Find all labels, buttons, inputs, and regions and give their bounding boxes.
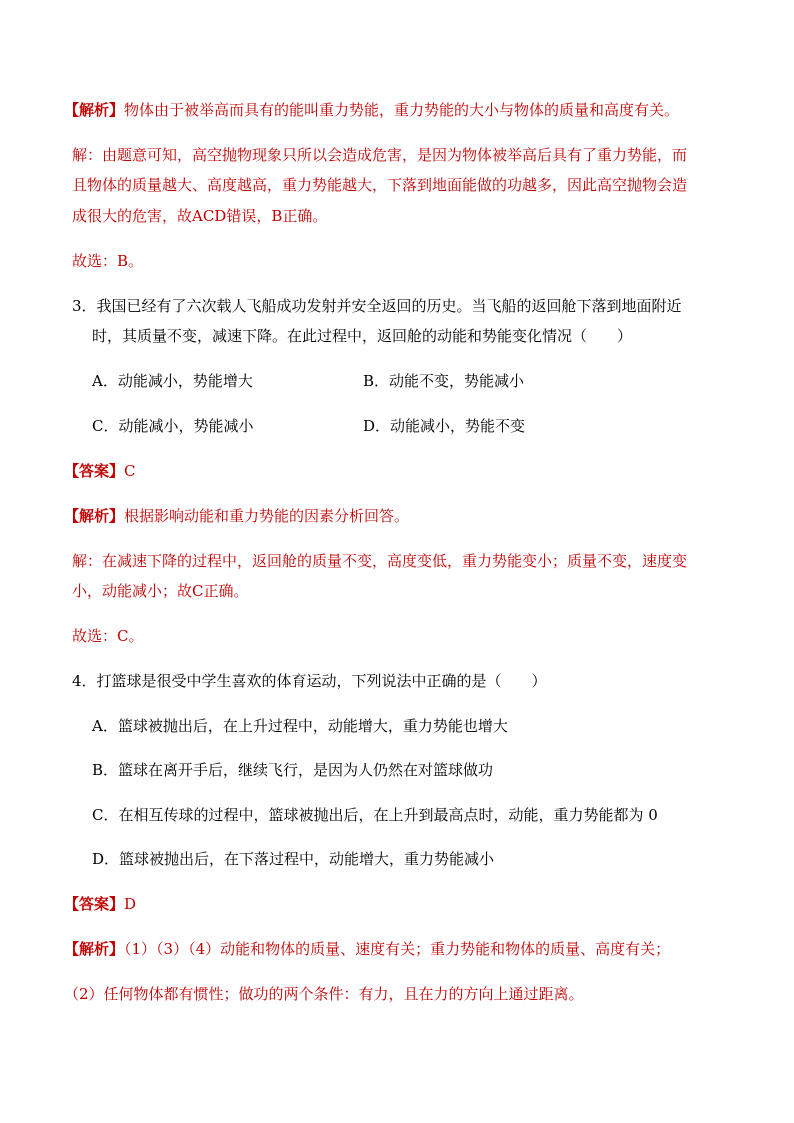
q3-stem-line-2: 时，其质量不变，减速下降。在此过程中，返回舱的动能和势能变化情况（ ） bbox=[92, 327, 633, 345]
q4-option-c: C．在相互传球的过程中，篮球被抛出后，在上升到最高点时，动能，重力势能都为 0 bbox=[92, 806, 658, 824]
q4-option-d: D．篮球被抛出后，在下落过程中，动能增大，重力势能减小 bbox=[92, 850, 495, 868]
q3-option-b: B．动能不变，势能减小 bbox=[363, 372, 525, 390]
q4-analysis-line-2: （2）任何物体都有惯性；做功的两个条件：有力，且在力的方向上通过距离。 bbox=[64, 985, 584, 1003]
q3-answer-line bbox=[64, 461, 136, 481]
answer-tag: 【答案】 bbox=[64, 895, 125, 913]
q3-option-c: C．动能减小，势能减小 bbox=[92, 417, 254, 435]
answer-value: C bbox=[124, 462, 136, 480]
analysis-tag: 【解析】 bbox=[64, 507, 125, 525]
answer-value: D bbox=[124, 895, 137, 913]
q3-option-a: A．动能减小，势能增大 bbox=[92, 372, 253, 390]
analysis-text: （1）（3）（4）动能和物体的质量、速度有关；重力势能和物体的质量、高度有关； bbox=[124, 940, 671, 958]
analysis-tag: 【解析】 bbox=[64, 101, 125, 119]
analysis-line bbox=[64, 100, 679, 120]
analysis-text: 根据影响动能和重力势能的因素分析回答。 bbox=[124, 507, 410, 525]
q4-answer-line bbox=[64, 894, 136, 914]
answer-tag: 【答案】 bbox=[64, 462, 125, 480]
q4-stem: 4．打篮球是很受中学生喜欢的体育运动，下列说法中正确的是（ ） bbox=[72, 672, 547, 690]
q4-option-a: A．篮球被抛出后，在上升过程中，动能增大，重力势能也增大 bbox=[92, 717, 508, 735]
q3-stem-line-1: 3．我国已经有了六次载人飞船成功发射并安全返回的历史。当飞船的返回舱下落到地面附近 bbox=[72, 297, 682, 315]
q3-solution-line-2: 小，动能减小；故C正确。 bbox=[72, 582, 249, 600]
q4-option-b: B．篮球在离开手后，继续飞行，是因为人仍然在对篮球做功 bbox=[92, 761, 494, 779]
q3-solution-line-1: 解：在减速下降的过程中，返回舱的质量不变，高度变低，重力势能变小；质量不变，速度变 bbox=[72, 552, 688, 570]
analysis-text: 物体由于被举高而具有的能叫重力势能，重力势能的大小与物体的质量和高度有关。 bbox=[124, 101, 680, 119]
solution-line-1: 解：由题意可知，高空抛物现象只所以会造成危害，是因为物体被举高后具有了重力势能，而 bbox=[72, 146, 688, 164]
q4-analysis-line bbox=[64, 939, 670, 959]
solution-line-2: 且物体的质量越大、高度越高，重力势能越大，下落到地面能做的功越多，因此高空抛物会造 bbox=[72, 176, 688, 194]
solution-line-3: 成很大的危害，故ACD错误，B正确。 bbox=[72, 207, 328, 225]
q3-analysis-line bbox=[64, 506, 409, 526]
q3-choose-line: 故选：C。 bbox=[72, 627, 144, 645]
q3-option-d: D．动能减小，势能不变 bbox=[363, 417, 526, 435]
analysis-tag: 【解析】 bbox=[64, 940, 125, 958]
choose-line: 故选：B。 bbox=[72, 252, 144, 270]
